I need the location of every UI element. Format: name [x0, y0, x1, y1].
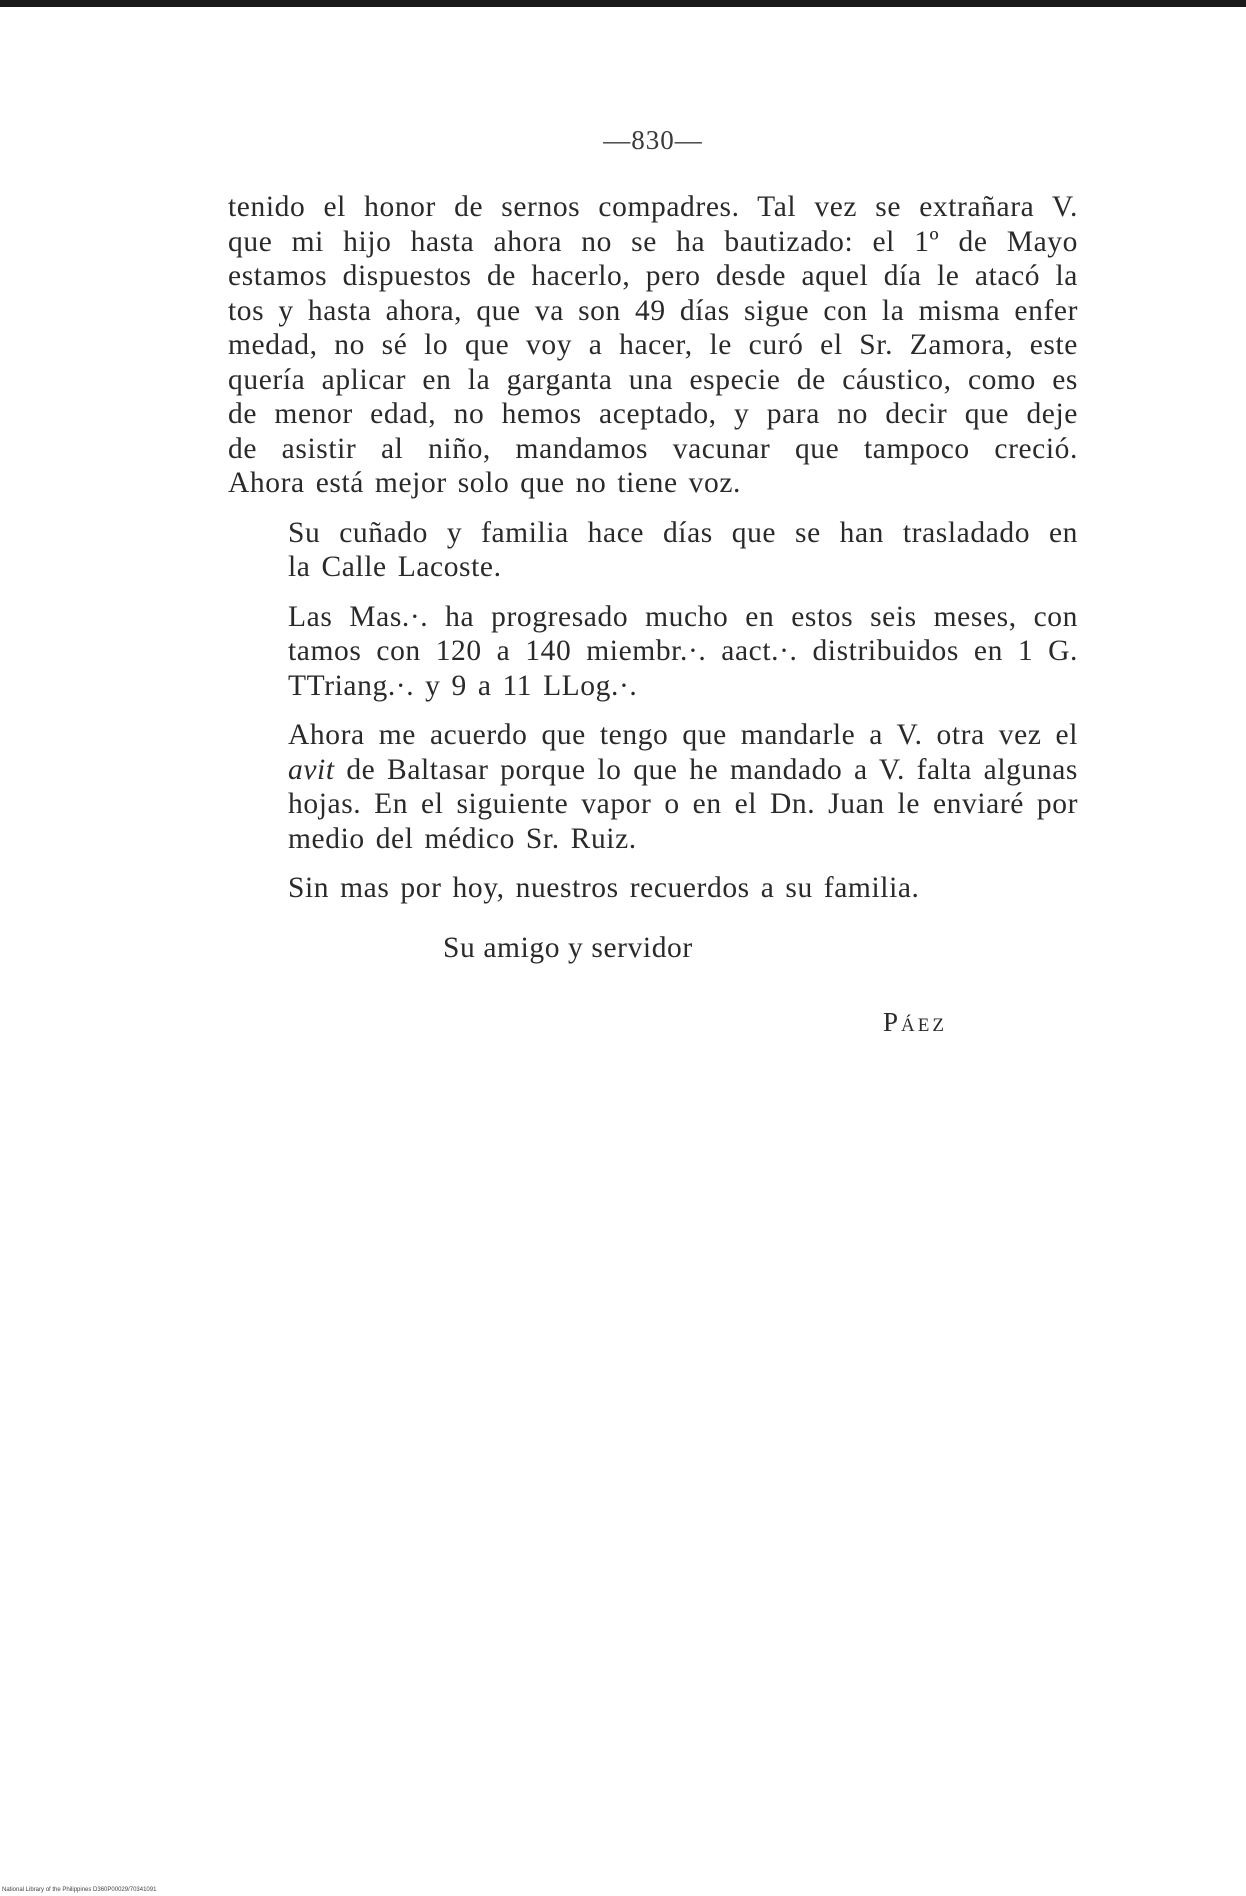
italic-word: avit [288, 753, 335, 786]
document-page [228, 125, 1078, 1038]
text-line: tamos con 120 a 140 miembr.·. aact.·. distribuidos en 1 G. [288, 635, 1078, 667]
text-line: hojas. En el siguiente vapor o en el Dn. Juan le enviaré por [288, 788, 1078, 820]
text-line: Ahora está mejor solo que no tiene voz. [228, 467, 741, 499]
text-line: estamos dispuestos de hacerlo, pero desde aquel día le atacó la [228, 260, 1078, 292]
text-line: tenido el honor de sernos compadres. Tal vez se extrañara V. [228, 191, 1078, 223]
letter-closing: Su amigo y servidor [443, 931, 693, 964]
text-line: de asistir al niño, mandamos vacunar que tampoco creció. [228, 432, 1078, 465]
page-number: —830— [603, 125, 703, 155]
text-line: la Calle Lacoste. [288, 551, 502, 583]
text-line: Ahora me acuerdo que tengo que mandarle a V. otra vez el [288, 719, 1078, 751]
text-line: tos y hasta ahora, que va son 49 días sigue con la misma enfer [228, 294, 1078, 327]
letter-paragraph [228, 190, 1078, 501]
letter-paragraph [228, 600, 1078, 704]
text-line: Sin mas por hoy, nuestros recuerdos a su familia. [288, 872, 920, 904]
text-line: medad, no sé lo que voy a hacer, le curó el Sr. Zamora, este [228, 329, 1078, 361]
letter-paragraph [228, 718, 1078, 856]
text-line: que mi hijo hasta ahora no se ha bautizado: el 1º de Mayo [228, 225, 1078, 258]
text-line: Las Mas.·. ha progresado mucho en estos seis meses, con [288, 600, 1078, 633]
text-line: medio del médico Sr. Ruiz. [288, 822, 637, 855]
text-line: TTriang.·. y 9 a 11 LLog.·. [288, 669, 638, 702]
text-line: avit de Baltasar porque lo que he mandado a V. falta algunas [288, 753, 1078, 786]
letter-body [228, 190, 1078, 906]
text-line: quería aplicar en la garganta una especie de cáustico, como es [228, 363, 1078, 396]
text-line: Su cuñado y familia hace días que se han trasladado en [288, 516, 1078, 549]
archive-footer: National Library of the Philippines D360P00029/70341091 [2, 1887, 157, 1893]
letter-paragraph [228, 516, 1078, 585]
text-line: de menor edad, no hemos aceptado, y para no decir que deje [228, 398, 1078, 430]
top-border [0, 0, 1246, 7]
letter-paragraph [228, 871, 1078, 906]
letter-signature: Páez [883, 1006, 947, 1037]
